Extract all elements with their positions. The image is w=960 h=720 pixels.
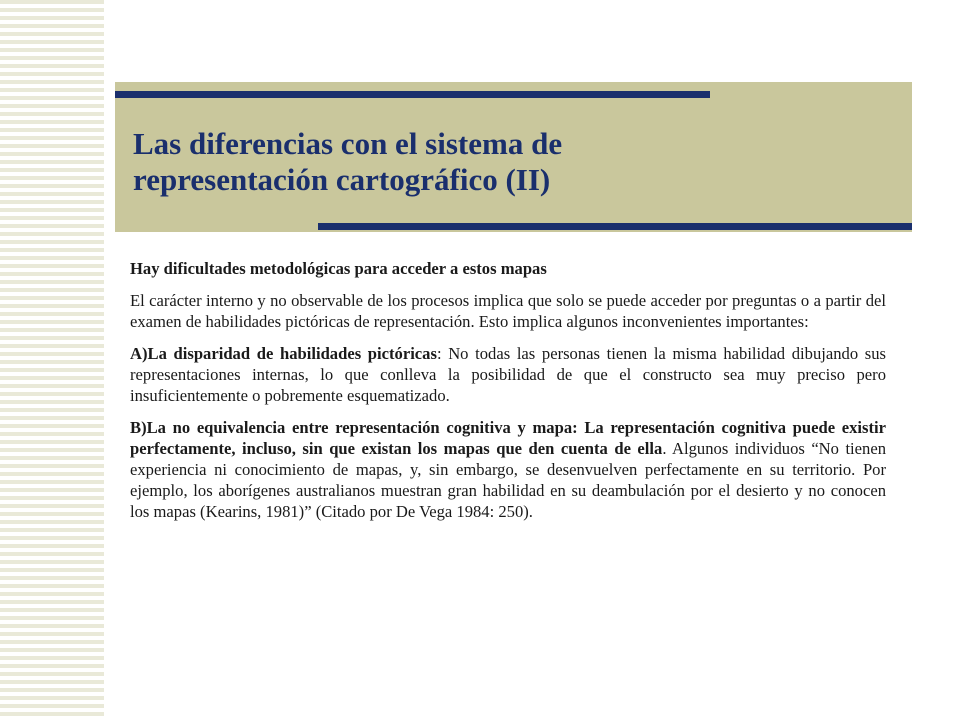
point-b-text: . Algunos individuos “No tienen experiencia ni conocimiento de mapas, y, sin embargo, se desenvuelven perfectamente en su territorio. Por ejemplo, los aborígenes australianos muestran gran habilidad en su deambulación por el desierto y no conocen los mapas (Kearins, 1981)” (Citado por De Vega 1984: 250). <box>130 439 886 521</box>
slide-body <box>130 258 886 533</box>
point-a-paragraph <box>130 343 886 406</box>
intro-paragraph: El carácter interno y no observable de los procesos implica que solo se puede acceder por preguntas o a partir del examen de habilidades pictóricas de representación. Esto implica algunos inconvenientes importantes: <box>130 291 886 331</box>
slide-title <box>133 126 893 198</box>
title-accent-bar-bottom <box>318 223 912 230</box>
point-b-label: B)La no equivalencia entre representación cognitiva y mapa: La representación cognitiva puede existir perfectamente, incluso, sin que existan los mapas que den cuenta de ella <box>130 418 886 458</box>
decorative-stripes <box>0 0 104 720</box>
slide-title-line-1: Las diferencias con el sistema de <box>133 126 563 161</box>
body-heading: Hay dificultades metodológicas para acceder a estos mapas <box>130 259 547 278</box>
point-b-paragraph <box>130 417 886 522</box>
point-a-text: : No todas las personas tienen la misma habilidad dibujando sus representaciones internas, lo que conlleva la posibilidad de que el constructo sea muy preciso pero insuficientemente o pobremente esquematizado. <box>130 344 886 405</box>
title-accent-bar-top <box>115 91 710 98</box>
point-a-label: A)La disparidad de habilidades pictóricas <box>130 344 437 363</box>
slide-title-line-2: representación cartográfico (II) <box>133 162 551 197</box>
